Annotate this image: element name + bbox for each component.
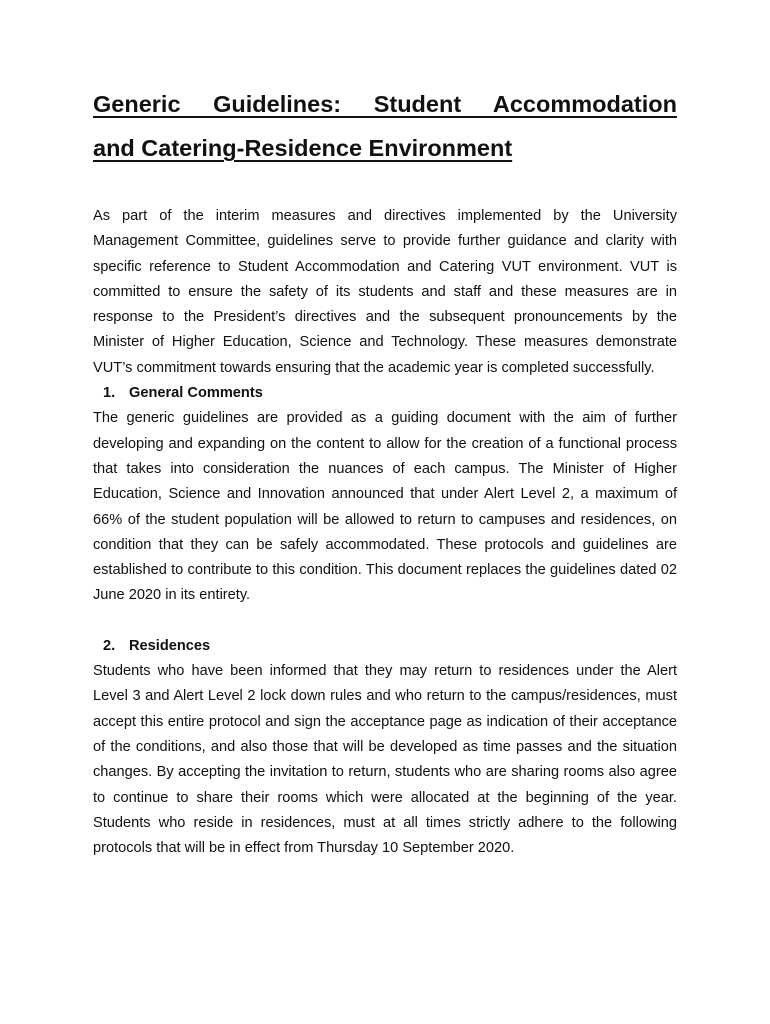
section-title: Residences: [129, 637, 211, 654]
section-number: 1.: [103, 385, 116, 402]
section-heading-residences: [93, 634, 677, 659]
section-title: General Comments: [129, 385, 263, 402]
document-page: [93, 82, 677, 861]
title-line-2: and Catering-Residence Environment: [93, 135, 513, 161]
general-comments-paragraph: The generic guidelines are provided as a guiding document with the aim of further developing and expanding on the content to allow for the creation of a functional process that takes into consideration the nuances of each campus. The Minister of Higher Education, Science and Innovation announced that under Alert Level 2, a maximum of 66% of the student population will be allowed to return to campuses and residences, on condition that they can be safely accommodated. These protocols and guidelines are established to contribute to this condition. This document replaces the guidelines dated 02 June 2020 in its entirety.: [93, 410, 677, 604]
section-number: 2.: [103, 637, 116, 654]
title-line-1: Generic Guidelines: Student Accommodation: [93, 91, 677, 117]
document-title: [93, 82, 677, 170]
intro-paragraph: As part of the interim measures and directives implemented by the University Management Committee, guidelines serve to provide further guidance and clarity with specific reference to Student Accommodation and Catering VUT environment. VUT is committed to ensure the safety of its students and staff and these measures are in response to the President’s directives and the subsequent pronouncements by the Minister of Higher Education, Science and Technology. These measures demonstrate VUT’s commitment towards ensuring that the academic year is completed successfully.: [93, 208, 677, 376]
section-spacer: [93, 609, 677, 634]
section-heading-general-comments: [93, 381, 677, 406]
residences-paragraph: Students who have been informed that they may return to residences under the Alert Level 3 and Alert Level 2 lock down rules and who return to the campus/residences, must accept this entire protocol and sign the acceptance page as indication of their acceptance of the conditions, and also those that will be developed as time passes and the situation changes. By accepting the invitation to return, students who are sharing rooms also agree to continue to share their rooms which were allocated at the beginning of the year. Students who reside in residences, must at all times strictly adhere to the following protocols that will be in effect from Thursday 10 September 2020.: [93, 663, 677, 857]
